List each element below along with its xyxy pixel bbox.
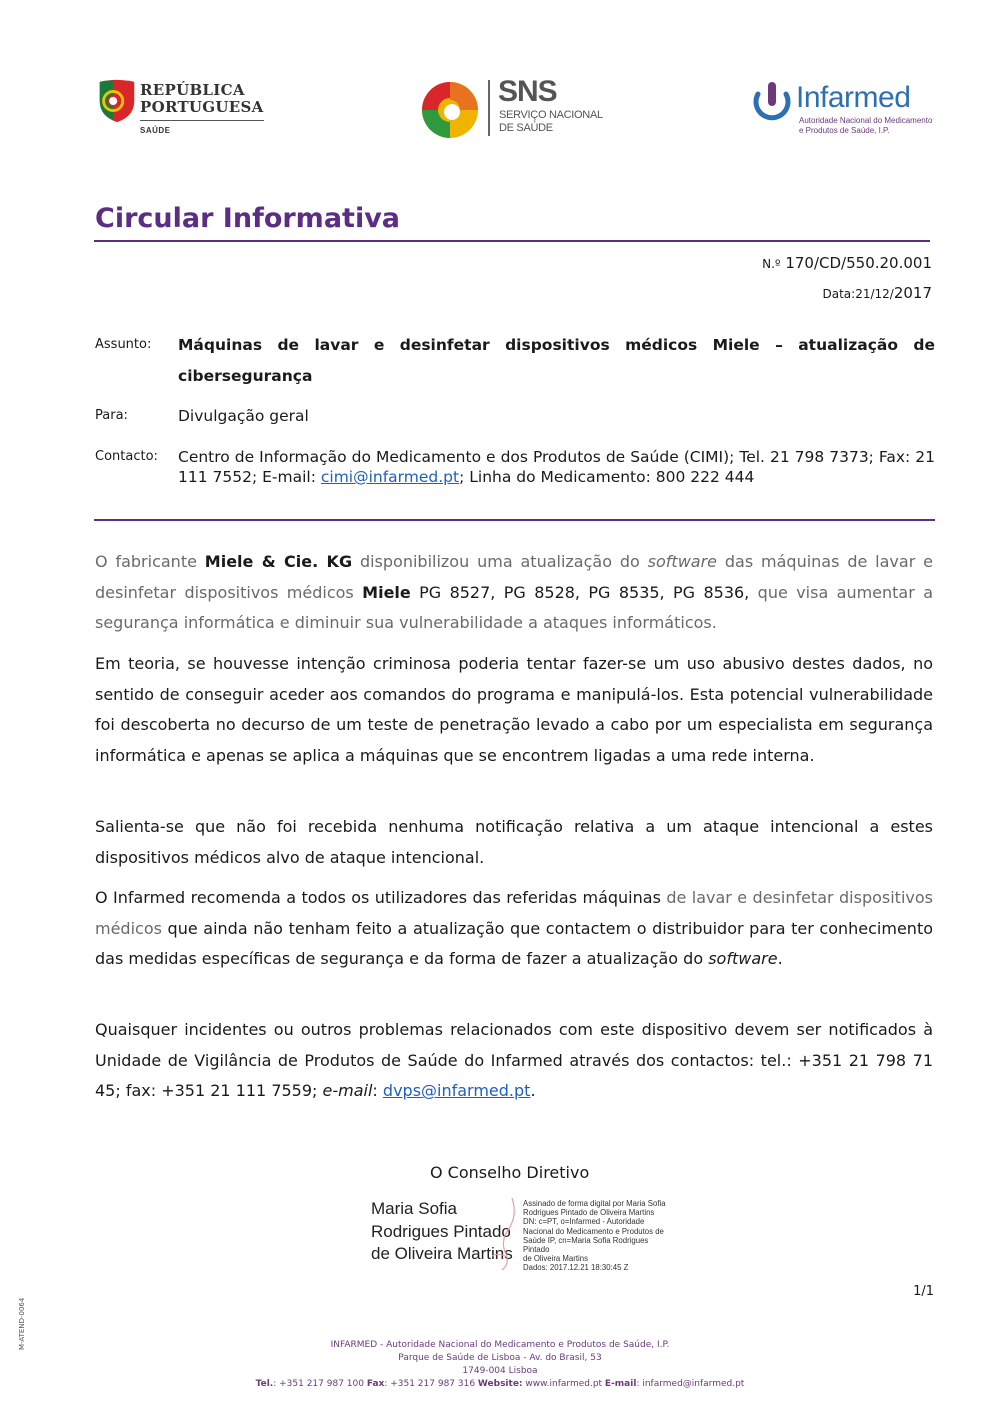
infarmed-subtitle: Autoridade Nacional do Medicamento e Produtos de Saúde, I.P. xyxy=(799,116,933,135)
document-number-value: 170/CD/550.20.001 xyxy=(785,254,932,272)
document-date-year: 2017 xyxy=(893,284,932,302)
page-number: 1/1 xyxy=(913,1284,934,1299)
signatory-name: Maria Sofia Rodrigues Pintado de Oliveira Martins xyxy=(371,1199,513,1263)
republica-portuguesa-wordmark: REPÚBLICA PORTUGUESA xyxy=(140,81,264,116)
title-divider xyxy=(94,240,930,242)
republica-portuguesa-subtitle: SAÚDE xyxy=(140,126,171,135)
document-number-label: N.º xyxy=(762,257,781,271)
document-date-label: Data: xyxy=(822,287,856,301)
paragraph-4: O Infarmed recomenda a todos os utilizadores das referidas máquinas de lavar e desinfetar dispositivos médicos que ainda não tenham feito a atualização que contactem o distribuidor para ter conhecimento das medidas específicas de segurança e da forma de fazer a atualização do software. xyxy=(95,888,933,969)
infarmed-logo-icon xyxy=(750,80,794,124)
meta-divider xyxy=(94,519,935,521)
republica-portuguesa-emblem-icon xyxy=(94,78,140,124)
document-title: Circular Informativa xyxy=(95,203,401,234)
sns-swirl-logo-icon xyxy=(420,80,480,140)
contact-email-link[interactable]: cimi@infarmed.pt xyxy=(320,468,460,486)
infarmed-wordmark: Infarmed xyxy=(796,81,911,114)
form-code: M-ATEND-0064 xyxy=(18,1297,26,1350)
sns-subtitle: SERVIÇO NACIONAL DE SAÚDE xyxy=(499,109,603,134)
contact-value: Centro de Informação do Medicamento e dos Produtos de Saúde (CIMI); Tel. 21 798 7373; Fax: 21 111 7552; E-mail: cimi@infarmed.pt; Linha do Medicamento: 800 222 444 xyxy=(178,448,935,486)
paragraph-3: Salienta-se que não foi recebida nenhuma notificação relativa a um ataque intencional a estes dispositivos médicos alvo de ataque intencional. xyxy=(95,817,933,867)
footer-line-3: 1749-004 Lisboa xyxy=(462,1366,538,1376)
footer-line-2: Parque de Saúde de Lisboa - Av. do Brasil, 53 xyxy=(398,1353,602,1363)
footer-website-link[interactable]: www.infarmed.pt xyxy=(522,1379,605,1389)
document-number xyxy=(762,254,932,272)
footer-contacts: Tel.: +351 217 987 100 Fax: +351 217 987 316 Website: www.infarmed.pt E-mail: infarmed@infarmed.pt xyxy=(255,1379,745,1389)
council-label: O Conselho Diretivo xyxy=(430,1163,590,1182)
sns-divider xyxy=(488,80,490,136)
logo-divider xyxy=(140,120,264,121)
document-date xyxy=(822,284,932,302)
sns-wordmark: SNS xyxy=(498,75,557,108)
paragraph-1: O fabricante Miele & Cie. KG disponibilizou uma atualização do software das máquinas de lavar e desinfetar dispositivos médicos Miele PG 8527, PG 8528, PG 8535, PG 8536, que visa aumentar a segurança informática e diminuir sua vulnerabilidade a ataques informáticos. xyxy=(95,552,934,633)
subject-value: Máquinas de lavar e desinfetar dispositivos médicos Miele – atualização de cibersegurança xyxy=(178,336,935,385)
paragraph-2: Em teoria, se houvesse intenção criminosa poderia tentar fazer-se um uso abusivo destes dados, no sentido de conseguir aceder aos comandos do programa e manipulá-los. Esta potencial vulnerabilidade foi descoberta no decurso de um teste de penetração levado a cabo por um especialista em segurança informática e apenas se aplica a máquinas que se encontrem ligadas a uma rede interna. xyxy=(95,654,933,765)
contact-label: Contacto: xyxy=(95,449,158,464)
dvps-email-link[interactable]: dvps@infarmed.pt xyxy=(382,1081,531,1101)
digital-signature-details: Assinado de forma digital por Maria Sofia Rodrigues Pintado de Oliveira Martins DN: c=PT, o=Infarmed - Autoridade Nacional do Medicamento e Produtos de Saúde IP, cn=Maria Sofia Rodrigues Pintado de Oliveira Martins Dados: 2017.12.21 18:30:45 Z xyxy=(523,1199,666,1273)
to-value: Divulgação geral xyxy=(178,407,309,425)
subject-label: Assunto: xyxy=(95,337,152,352)
document-date-daymonth: 21/12/ xyxy=(855,287,894,301)
footer-line-1: INFARMED - Autoridade Nacional do Medicamento e Produtos de Saúde, I.P. xyxy=(330,1340,670,1350)
to-label: Para: xyxy=(95,408,128,423)
handwritten-signature-mark xyxy=(482,1196,522,1272)
paragraph-5: Quaisquer incidentes ou outros problemas relacionados com este dispositivo devem ser notificados à Unidade de Vigilância de Produtos de Saúde do Infarmed através dos contactos: tel.: +351 21 798 71 45; fax: +351 21 111 7559; e-mail: dvps@infarmed.pt. xyxy=(95,1020,933,1101)
footer-email-link[interactable]: : infarmed@infarmed.pt xyxy=(636,1379,745,1389)
